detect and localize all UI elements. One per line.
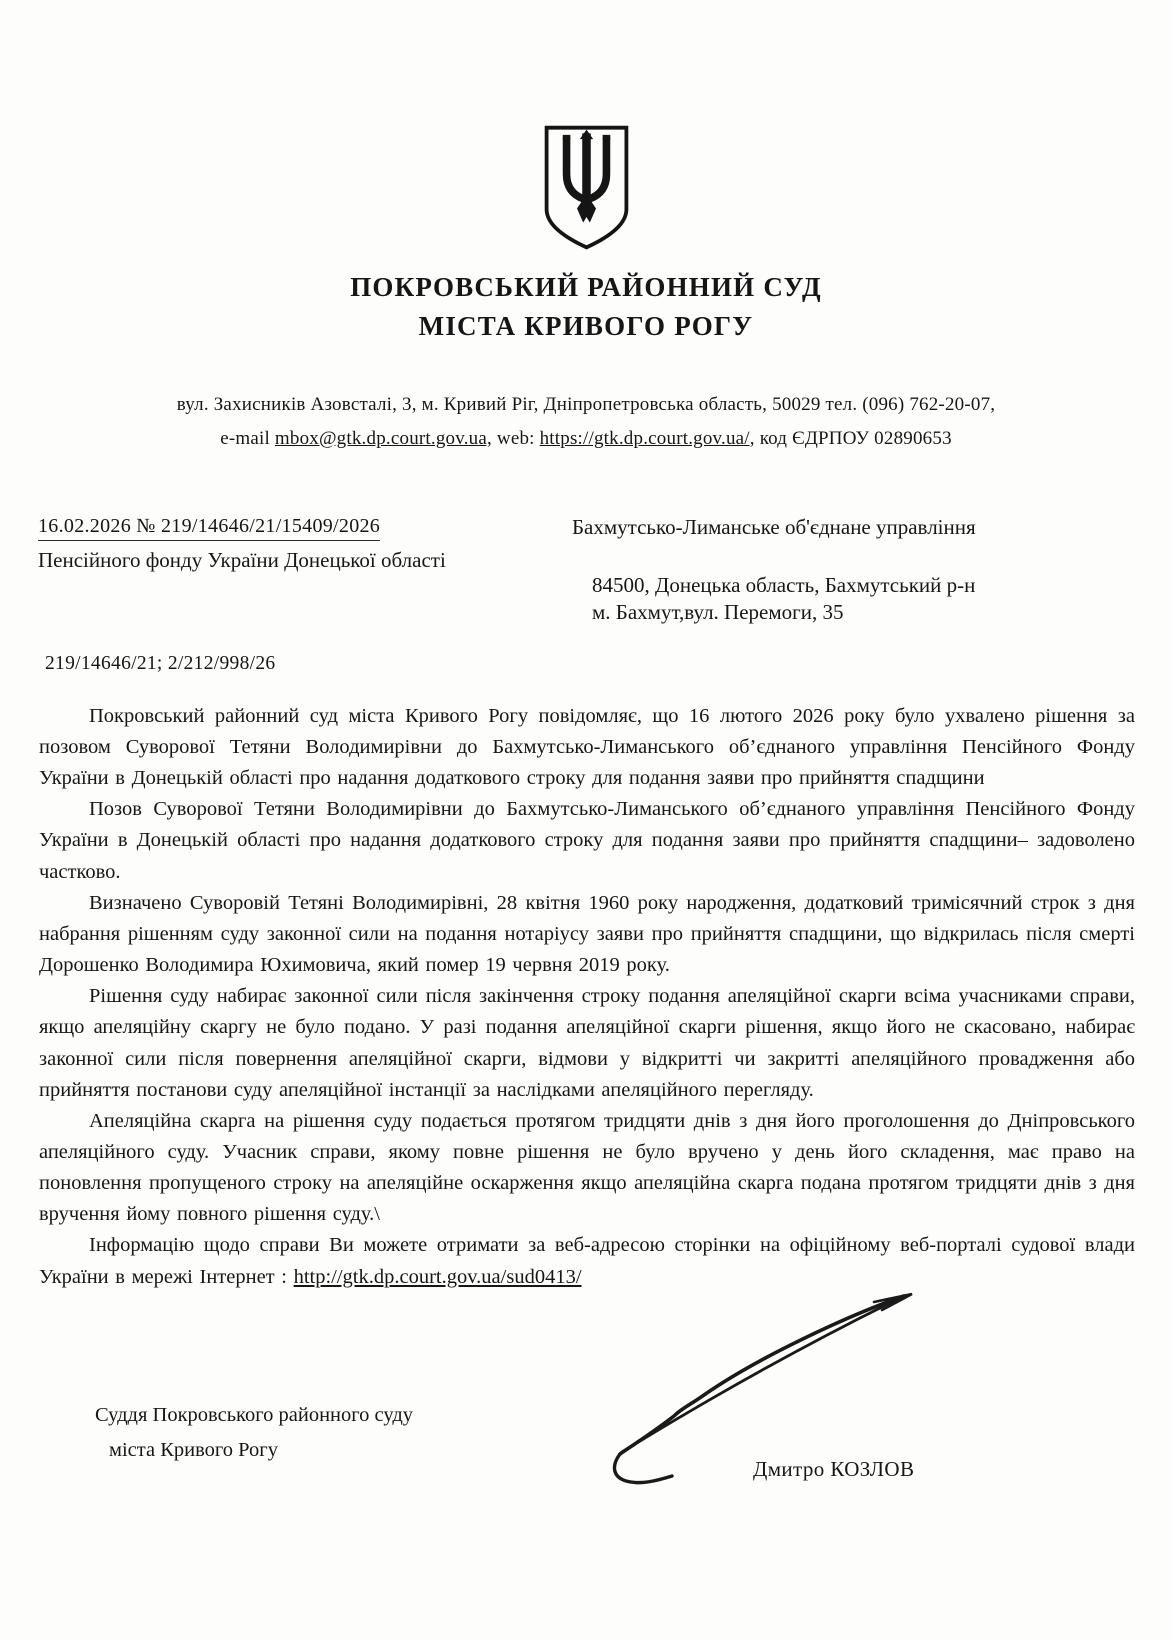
weblink-text: Інформацію щодо справи Ви можете отримати за веб-адресою сторінки на офіційному веб-порталі судової влади України в мережі Інтернет : [39,1234,1135,1288]
recipient-line3: м. Бахмут,вул. Перемоги, 35 [592,599,844,624]
court-title-line2: МІСТА КРИВОГО РОГУ [418,311,754,342]
body-paragraph: Рішення суду набирає законної сили після закінчення строку подання апеляційної скарги всіма учасниками справи, якщо апеляційну скаргу не було подано. У разі подання апеляційної скарги рішення, якщо його не скасовано, набирає законної сили після повернення апеляційної скарги, відмови у відкритті чи закритті апеляційного провадження або прийняття постанови суду апеляційної інстанції за наслідками апеляційного перегляду. [39,985,1135,1101]
outgoing-number: 16.02.2026 № 219/14646/21/15409/2026 [38,515,380,541]
letter-body [39,701,1135,1293]
reference-sender: Пенсійного фонду України Донецької області [38,547,446,572]
body-paragraph: Покровський районний суд міста Кривого Рогу повідомляє, що 16 лютого 2026 року було ухвалено рішення за позовом Суворової Тетяни Володимирівни до Бахмутсько-Лиманського об’єднаного управління Пенсійного Фонду України в Донецькій області про надання додаткового строку для подання заяви про прийняття спадщини [39,704,1135,790]
judge-name: Дмитро КОЗЛОВ [753,1457,915,1481]
address-line1: вул. Захисників Азовсталі, 3, м. Кривий Ріг, Дніпропетровська область, 50029 тел. (096) 762-20-07, [176,394,996,416]
case-numbers: 219/14646/21; 2/212/998/26 [45,652,276,674]
emblem-wrap [0,0,1172,260]
address-line2 [0,422,1172,455]
recipient-line1: Бахмутсько-Лиманське об'єднане управління [572,514,976,539]
reference-row [38,515,1132,625]
body-paragraph: Позов Суворової Тетяни Володимирівни до Бахмутсько-Лиманського об’єднаного управління Пенсійного Фонду України в Донецькій області про надання додаткового строку для подання заяви про прийняття спадщини– задоволено частково. [39,798,1135,883]
ukraine-trident-icon [539,122,634,255]
edrpou-code: код ЄДРПОУ 02890653 [759,427,952,449]
web-link[interactable]: https://gtk.dp.court.gov.ua/, [539,427,755,449]
body-paragraph: Апеляційна скарга на рішення суду подається протягом тридцяти днів з дня його проголошення до Дніпровського апеляційного суду. Учасник справи, якому повне рішення не було вручено у день його складення, має право на поновлення пропущеного строку на апеляційне оскарження якщо апеляційна скарга подана протягом тридцяти днів з дня вручення йому повного рішення суду.\ [39,1109,1135,1226]
judge-title-line2: міста Кривого Рогу [109,1439,278,1462]
email-link[interactable]: mbox@gtk.dp.court.gov.ua, [274,427,492,449]
recipient-line2: 84500, Донецька область, Бахмутський р-н [592,572,976,597]
address-block [0,388,1172,455]
judge-title [95,1398,413,1469]
reference-left [38,515,543,625]
web-label: web: [496,427,540,449]
court-title [0,268,1172,346]
body-paragraph: Визначено Суворовій Тетяні Володимирівні, 28 квітня 1960 року народження, додатковий тримісячний строк з дня набрання рішенням суду законної сили на подання нотаріусу заяви про прийняття спадщини, що відкрилась після смерті Дорошенко Володимира Юхимовича, який помер 19 червня 2019 року. [39,891,1135,977]
court-title-line1: ПОКРОВСЬКИЙ РАЙОННИЙ СУД [350,272,822,302]
weblink-paragraph [39,1230,1135,1292]
case-info-link[interactable]: http://gtk.dp.court.gov.ua/sud0413/ [293,1265,582,1288]
judge-title-line1: Суддя Покровського районного суду [95,1404,414,1426]
recipient-block [572,515,1132,625]
email-label: e-mail [220,427,275,449]
